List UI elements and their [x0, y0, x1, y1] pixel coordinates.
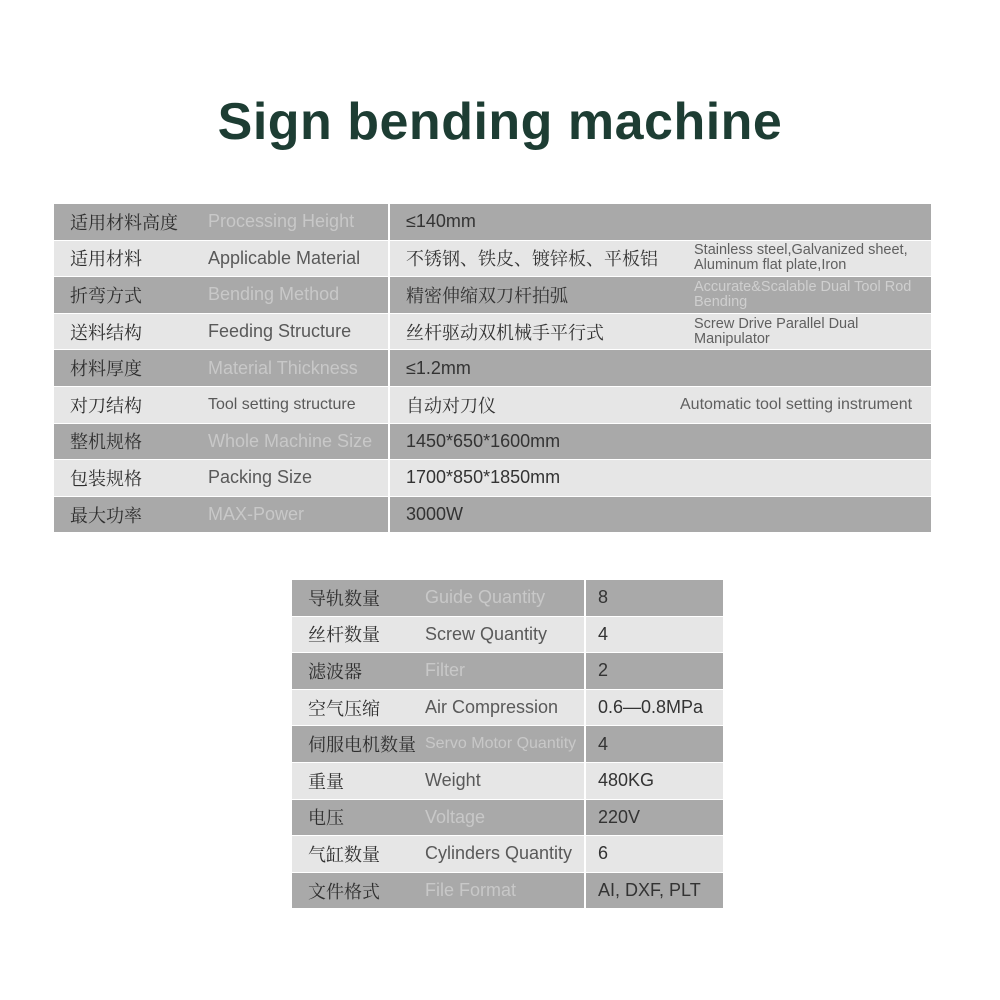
label-cn: 送料结构 [70, 322, 142, 344]
table-row [54, 387, 931, 424]
label-en: Feeding Structure [208, 321, 352, 342]
table-row [292, 836, 723, 873]
column-divider [388, 424, 390, 460]
column-divider [584, 653, 586, 689]
value: 1450*650*1600mm [406, 430, 561, 451]
column-divider [584, 726, 586, 762]
value: 220V [598, 806, 641, 827]
table-row [54, 460, 931, 497]
label-cn: 折弯方式 [70, 285, 142, 307]
label-cn: 整机规格 [70, 432, 142, 454]
column-divider [584, 873, 586, 909]
label-cn: 伺服电机数量 [308, 735, 416, 757]
column-divider [388, 277, 390, 313]
column-divider [388, 350, 390, 386]
value: AI, DXF, PLT [598, 880, 701, 901]
table-row [292, 580, 723, 617]
label-cn: 对刀结构 [70, 395, 142, 417]
column-divider [388, 497, 390, 533]
value: 480KG [598, 770, 655, 791]
label-cn: 重量 [308, 771, 344, 793]
label-en: Weight [425, 770, 481, 791]
value: 8 [598, 587, 609, 608]
label-cn: 空气压缩 [308, 698, 380, 720]
value-note: Accurate&Scalable Dual Tool Rod Bending [694, 278, 912, 310]
label-cn: 导轨数量 [308, 588, 380, 610]
label-cn: 丝杆数量 [308, 625, 380, 647]
label-cn: 包装规格 [70, 468, 142, 490]
label-en: Bending Method [208, 284, 340, 305]
column-divider [584, 800, 586, 836]
label-en: Air Compression [425, 697, 559, 718]
table-row [54, 241, 931, 278]
value: 丝杆驱动双机械手平行式 [406, 322, 604, 343]
value-note: Screw Drive Parallel Dual Manipulator [694, 315, 859, 347]
label-cn: 滤波器 [308, 661, 362, 683]
column-divider [388, 204, 390, 240]
label-cn: 材料厚度 [70, 359, 142, 381]
column-divider [388, 241, 390, 277]
label-en: Packing Size [208, 467, 313, 488]
label-en: Guide Quantity [425, 587, 546, 608]
column-divider [388, 387, 390, 423]
label-cn: 最大功率 [70, 505, 142, 527]
label-en: Cylinders Quantity [425, 843, 573, 864]
value: ≤140mm [406, 211, 476, 232]
label-cn: 气缸数量 [308, 844, 380, 866]
label-en: Voltage [425, 806, 486, 827]
table-row [54, 204, 931, 241]
column-divider [584, 690, 586, 726]
label-en: Servo Motor Quantity [425, 735, 577, 753]
label-en: Screw Quantity [425, 623, 548, 644]
table-row [292, 800, 723, 837]
value: ≤1.2mm [406, 357, 471, 378]
label-en: Whole Machine Size [208, 430, 373, 451]
label-cn: 文件格式 [308, 881, 380, 903]
value: 4 [598, 733, 609, 754]
table-row [292, 617, 723, 654]
column-divider [584, 763, 586, 799]
value: 4 [598, 623, 609, 644]
value: 不锈钢、铁皮、镀锌板、平板铝 [406, 249, 658, 270]
table-row [54, 350, 931, 387]
value-note: Stainless steel,Galvanized sheet, Aluminum flat plate,Iron [694, 242, 908, 274]
value: 6 [598, 843, 609, 864]
table-row [54, 277, 931, 314]
label-cn: 适用材料高度 [70, 212, 178, 234]
label-cn: 电压 [308, 808, 344, 830]
table-row [292, 690, 723, 727]
table-row [292, 873, 723, 910]
table-row [292, 653, 723, 690]
label-en: Processing Height [208, 211, 355, 232]
label-en: MAX-Power [208, 504, 305, 525]
label-en: Tool setting structure [208, 395, 356, 413]
column-divider [388, 314, 390, 350]
table-row [292, 763, 723, 800]
label-en: Filter [425, 660, 465, 681]
table-row [54, 424, 931, 461]
column-divider [388, 460, 390, 496]
table-row [54, 314, 931, 351]
parameter-table [292, 580, 723, 909]
value: 3000W [406, 504, 464, 525]
label-en: Applicable Material [208, 247, 361, 268]
value: 2 [598, 660, 609, 681]
column-divider [584, 617, 586, 653]
column-divider [584, 580, 586, 616]
table-row [54, 497, 931, 534]
column-divider [584, 836, 586, 872]
value: 精密伸缩双刀杆拍弧 [406, 285, 568, 306]
table-row [292, 726, 723, 763]
page-title: Sign bending machine [217, 93, 783, 151]
spec-table [54, 204, 931, 533]
label-cn: 适用材料 [70, 249, 142, 271]
label-en: File Format [425, 880, 517, 901]
label-en: Material Thickness [208, 357, 358, 378]
value: 0.6—0.8MPa [598, 697, 704, 718]
value: 1700*850*1850mm [406, 467, 561, 488]
value-note: Automatic tool setting instrument [680, 396, 913, 414]
value: 自动对刀仪 [406, 395, 496, 416]
